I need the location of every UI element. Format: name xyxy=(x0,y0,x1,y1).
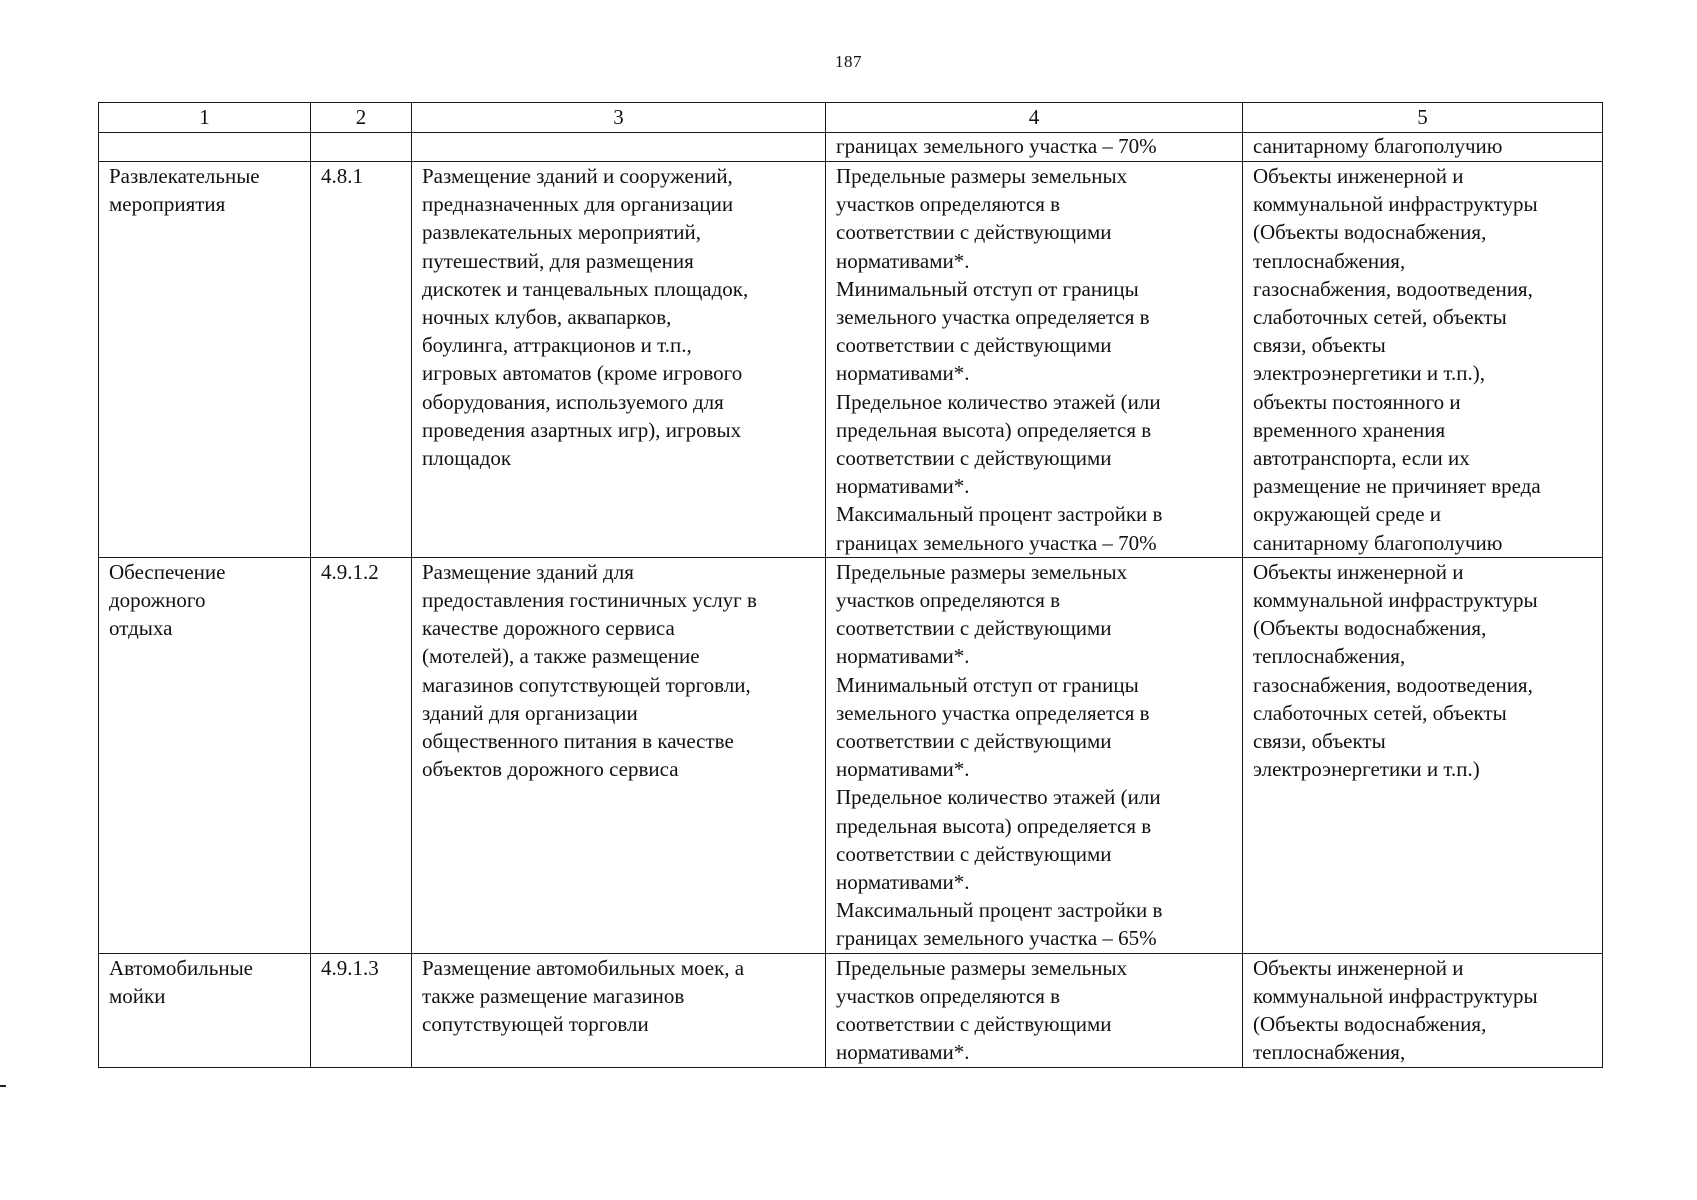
text-line: слаботочных сетей, объекты xyxy=(1253,305,1507,330)
text-line: Предельное количество этажей (или xyxy=(836,785,1161,810)
text-line: Размещение зданий для xyxy=(422,559,634,584)
text-line: коммунальной инфраструктуры xyxy=(1253,588,1538,613)
margin-mark xyxy=(0,1085,6,1087)
text-line: ночных клубов, аквапарков, xyxy=(422,305,672,330)
text-line: 4.9.1.2 xyxy=(321,559,379,584)
text-line: участков определяются в xyxy=(836,983,1061,1008)
table-body xyxy=(99,162,1603,1068)
text-line: земельного участка определяется в xyxy=(836,700,1150,725)
column-number: 2 xyxy=(311,103,412,133)
text-line: общественного питания в качестве xyxy=(422,729,734,754)
text-line: Развлекательные xyxy=(109,164,260,188)
text-line: коммунальной инфраструктуры xyxy=(1253,192,1538,217)
text-line: 4.9.1.3 xyxy=(321,955,379,980)
text-line: Предельное количество этажей (или xyxy=(836,389,1161,414)
text-line: Минимальный отступ от границы xyxy=(836,276,1139,301)
table-row xyxy=(99,953,1603,1067)
text-line: Размещение зданий и сооружений, xyxy=(422,164,733,188)
empty-cell xyxy=(311,133,412,162)
text-line: границах земельного участка – 65% xyxy=(836,926,1157,951)
text-line: Предельные размеры земельных xyxy=(836,559,1128,584)
text-line: связи, объекты xyxy=(1253,729,1386,754)
table-row xyxy=(99,557,1603,953)
text-line: нормативами*. xyxy=(836,644,970,669)
text-line: электроэнергетики и т.п.) xyxy=(1253,757,1480,782)
text-line: Объекты инженерной и xyxy=(1253,164,1464,188)
column-number-row xyxy=(99,103,1603,133)
text-line: (Объекты водоснабжения, xyxy=(1253,220,1487,245)
text-line: Объекты инженерной и xyxy=(1253,559,1464,584)
text-line: земельного участка определяется в xyxy=(836,305,1150,330)
text-line: Объекты инженерной и xyxy=(1253,955,1464,980)
text-line: мероприятия xyxy=(109,192,226,217)
use-code-cell xyxy=(311,953,412,1067)
text-line: электроэнергетики и т.п.), xyxy=(1253,361,1485,386)
text-line: дискотек и танцевальных площадок, xyxy=(422,276,749,301)
text-line: сопутствующей торговли xyxy=(422,1012,649,1037)
text-line: Автомобильные xyxy=(109,955,253,980)
text-line: (Объекты водоснабжения, xyxy=(1253,616,1487,641)
text-line: предельная высота) определяется в xyxy=(836,417,1152,442)
text-line: газоснабжения, водоотведения, xyxy=(1253,672,1533,697)
text-line: Предельные размеры земельных xyxy=(836,164,1128,188)
text-line: санитарному благополучию xyxy=(1253,134,1503,158)
text-line: санитарному благополучию xyxy=(1253,530,1503,555)
text-line: соответствии с действующими xyxy=(836,841,1112,866)
text-line: предоставления гостиничных услуг в xyxy=(422,588,757,613)
auxiliary-cell xyxy=(1243,133,1603,162)
text-line: окружающей среде и xyxy=(1253,502,1442,527)
use-code-cell xyxy=(311,162,412,558)
text-line: Размещение автомобильных моек, а xyxy=(422,955,745,980)
text-line: также размещение магазинов xyxy=(422,983,685,1008)
text-line: Максимальный процент застройки в xyxy=(836,898,1163,923)
text-line: участков определяются в xyxy=(836,192,1061,217)
text-line: Обеспечение xyxy=(109,559,226,584)
text-line: объектов дорожного сервиса xyxy=(422,757,679,782)
column-number: 5 xyxy=(1243,103,1603,133)
text-line: проведения азартных игр), игровых xyxy=(422,417,742,442)
text-line: объекты постоянного и xyxy=(1253,389,1461,414)
parameters-cell xyxy=(826,953,1243,1067)
page-number: 187 xyxy=(835,52,862,71)
description-cell xyxy=(412,557,826,953)
text-line: теплоснабжения, xyxy=(1253,1040,1406,1065)
text-line: игровых автоматов (кроме игрового xyxy=(422,361,743,386)
table-row xyxy=(99,162,1603,558)
text-line: (Объекты водоснабжения, xyxy=(1253,1012,1487,1037)
parameters-cell xyxy=(826,133,1243,162)
text-line: соответствии с действующими xyxy=(836,616,1112,641)
text-line: дорожного xyxy=(109,588,206,613)
auxiliary-cell xyxy=(1243,557,1603,953)
text-line: Максимальный процент застройки в xyxy=(836,502,1163,527)
text-line: предназначенных для организации xyxy=(422,192,734,217)
text-line: коммунальной инфраструктуры xyxy=(1253,983,1538,1008)
text-line: (мотелей), а также размещение xyxy=(422,644,700,669)
use-name-cell xyxy=(99,162,311,558)
text-line: слаботочных сетей, объекты xyxy=(1253,700,1507,725)
text-line: отдыха xyxy=(109,616,173,641)
text-line: соответствии с действующими xyxy=(836,729,1112,754)
use-code-cell xyxy=(311,557,412,953)
text-line: развлекательных мероприятий, xyxy=(422,220,702,245)
text-line: предельная высота) определяется в xyxy=(836,813,1152,838)
text-line: нормативами*. xyxy=(836,870,970,895)
description-cell xyxy=(412,162,826,558)
text-line: мойки xyxy=(109,983,166,1008)
column-number: 3 xyxy=(412,103,826,133)
text-line: нормативами*. xyxy=(836,248,970,273)
text-line: Предельные размеры земельных xyxy=(836,955,1128,980)
text-line: границах земельного участка – 70% xyxy=(836,530,1157,555)
text-line: нормативами*. xyxy=(836,361,970,386)
empty-cell xyxy=(99,133,311,162)
text-line: магазинов сопутствующей торговли, xyxy=(422,672,751,697)
text-line: временного хранения xyxy=(1253,417,1446,442)
text-line: соответствии с действующими xyxy=(836,1012,1112,1037)
text-line: участков определяются в xyxy=(836,588,1061,613)
column-number: 1 xyxy=(99,103,311,133)
text-line: автотранспорта, если их xyxy=(1253,446,1470,471)
parameters-cell xyxy=(826,162,1243,558)
text-line: путешествий, для размещения xyxy=(422,248,694,273)
column-number: 4 xyxy=(826,103,1243,133)
parameters-cell xyxy=(826,557,1243,953)
description-cell xyxy=(412,953,826,1067)
auxiliary-cell xyxy=(1243,953,1603,1067)
text-line: соответствии с действующими xyxy=(836,333,1112,358)
text-line: газоснабжения, водоотведения, xyxy=(1253,276,1533,301)
land-use-table xyxy=(98,102,1603,1068)
text-line: 4.8.1 xyxy=(321,164,363,188)
text-line: нормативами*. xyxy=(836,757,970,782)
text-line: нормативами*. xyxy=(836,474,970,499)
text-line: границах земельного участка – 70% xyxy=(836,134,1157,158)
text-line: качестве дорожного сервиса xyxy=(422,616,675,641)
text-line: теплоснабжения, xyxy=(1253,644,1406,669)
auxiliary-cell xyxy=(1243,162,1603,558)
use-name-cell xyxy=(99,953,311,1067)
text-line: боулинга, аттракционов и т.п., xyxy=(422,333,692,358)
text-line: связи, объекты xyxy=(1253,333,1386,358)
use-name-cell xyxy=(99,557,311,953)
text-line: оборудования, используемого для xyxy=(422,389,724,414)
text-line: размещение не причиняет вреда xyxy=(1253,474,1541,499)
text-line: площадок xyxy=(422,446,512,471)
empty-cell xyxy=(412,133,826,162)
text-line: соответствии с действующими xyxy=(836,220,1112,245)
text-line: теплоснабжения, xyxy=(1253,248,1406,273)
text-line: Минимальный отступ от границы xyxy=(836,672,1139,697)
text-line: нормативами*. xyxy=(836,1040,970,1065)
text-line: зданий для организации xyxy=(422,700,638,725)
continuation-row xyxy=(99,133,1603,162)
text-line: соответствии с действующими xyxy=(836,446,1112,471)
